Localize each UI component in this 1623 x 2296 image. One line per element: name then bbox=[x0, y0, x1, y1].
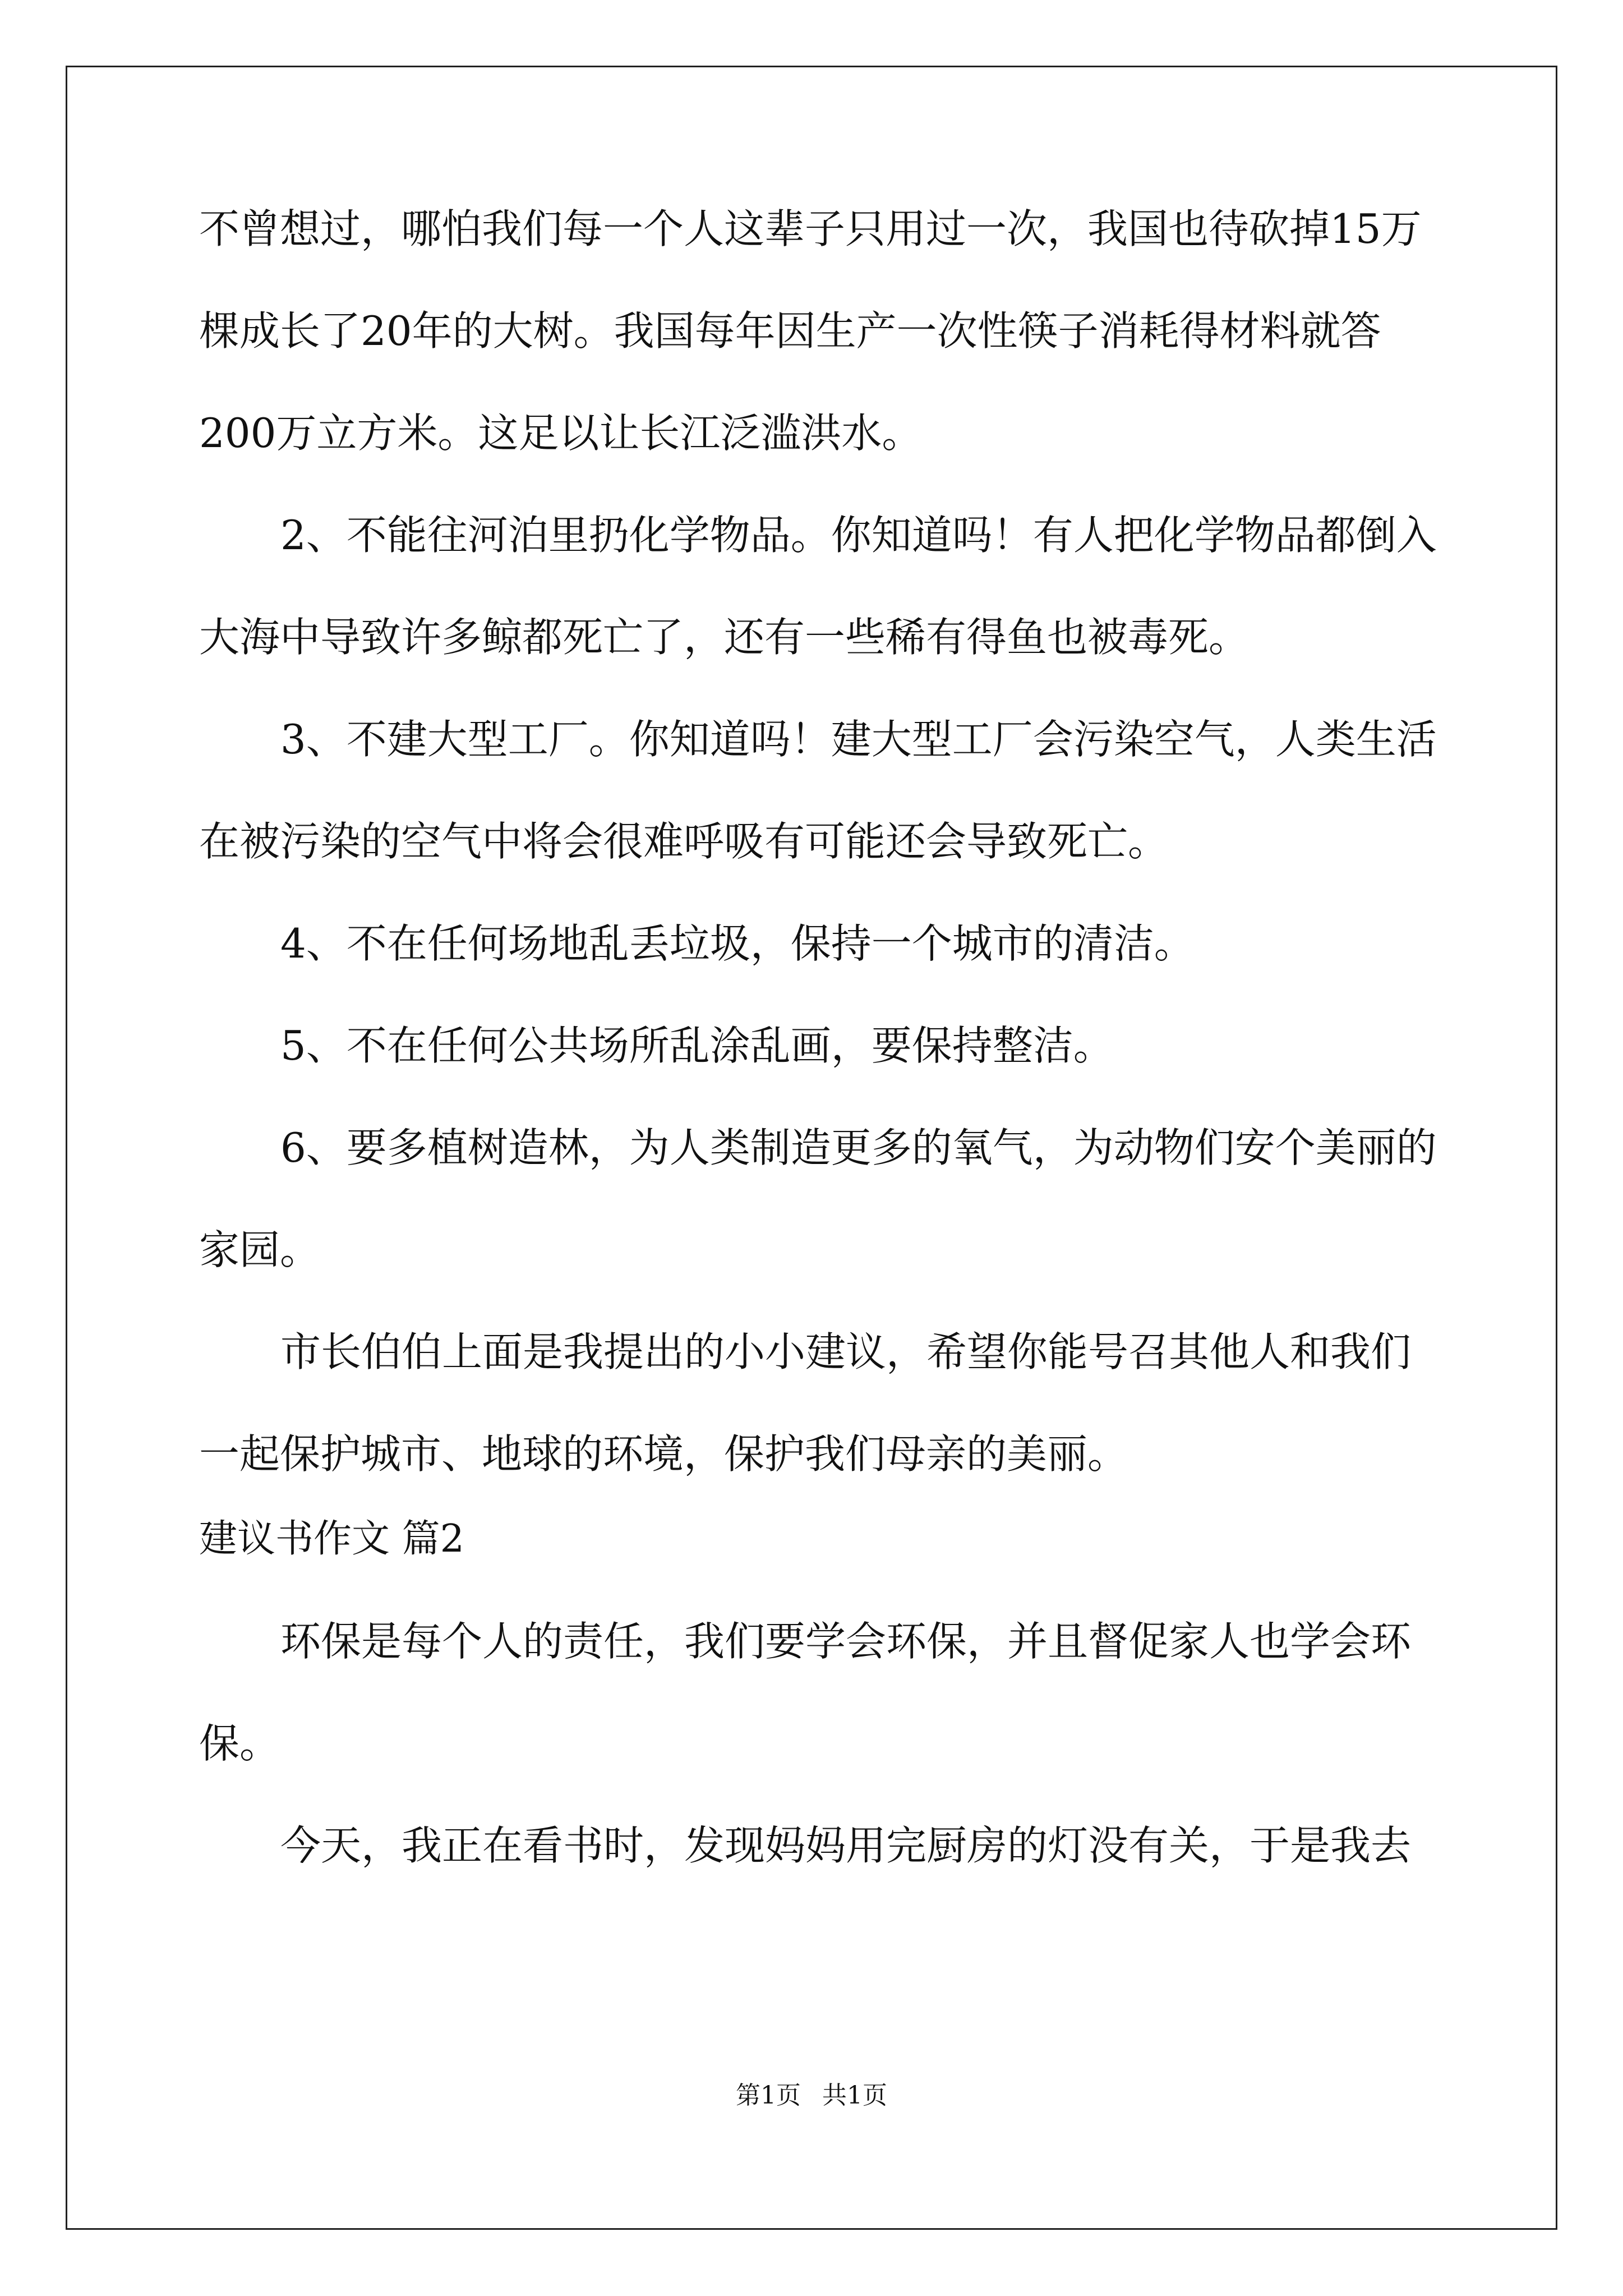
paragraph-start-line: 5、不在任何公共场所乱涂乱画，要保持整洁。 bbox=[280, 1022, 1114, 1069]
section-heading: 建议书作文 篇2 bbox=[199, 1517, 464, 1561]
page-footer bbox=[0, 2080, 1623, 2111]
text-line: 不曾想过，哪怕我们每一个人这辈子只用过一次，我国也待砍掉15万 bbox=[199, 205, 1422, 252]
paragraph-start-line: 今天，我正在看书时，发现妈妈用完厨房的灯没有关，于是我去 bbox=[280, 1822, 1412, 1869]
page-number-current: 第1页 bbox=[736, 2081, 801, 2110]
text-line: 在被污染的空气中将会很难呼吸有可能还会导致死亡。 bbox=[199, 818, 1169, 865]
page-number-total: 共1页 bbox=[822, 2081, 887, 2110]
paragraph-start-line: 4、不在任何场地乱丢垃圾，保持一个城市的清洁。 bbox=[280, 920, 1195, 967]
paragraph-start-line: 环保是每个人的责任，我们要学会环保，并且督促家人也学会环 bbox=[280, 1618, 1412, 1665]
paragraph-start-line: 2、不能往河泊里扔化学物品。你知道吗！有人把化学物品都倒入 bbox=[280, 512, 1437, 559]
text-line: 200万立方米。这足以让长江泛滥洪水。 bbox=[199, 409, 923, 457]
paragraph-start-line: 3、不建大型工厂。你知道吗！建大型工厂会污染空气，人类生活 bbox=[280, 716, 1437, 763]
text-line: 大海中导致许多鲸都死亡了，还有一些稀有得鱼也被毒死。 bbox=[199, 614, 1249, 661]
text-line: 保。 bbox=[199, 1720, 280, 1767]
paragraph-start-line: 市长伯伯上面是我提出的小小建议，希望你能号召其他人和我们 bbox=[280, 1328, 1412, 1375]
text-line: 家园。 bbox=[199, 1226, 321, 1273]
text-line: 一起保护城市、地球的环境，保护我们母亲的美丽。 bbox=[199, 1430, 1128, 1478]
paragraph-start-line: 6、要多植树造林，为人类制造更多的氧气，为动物们安个美丽的 bbox=[280, 1124, 1437, 1171]
text-line: 棵成长了20年的大树。我国每年因生产一次性筷子消耗得材料就答 bbox=[199, 307, 1381, 355]
